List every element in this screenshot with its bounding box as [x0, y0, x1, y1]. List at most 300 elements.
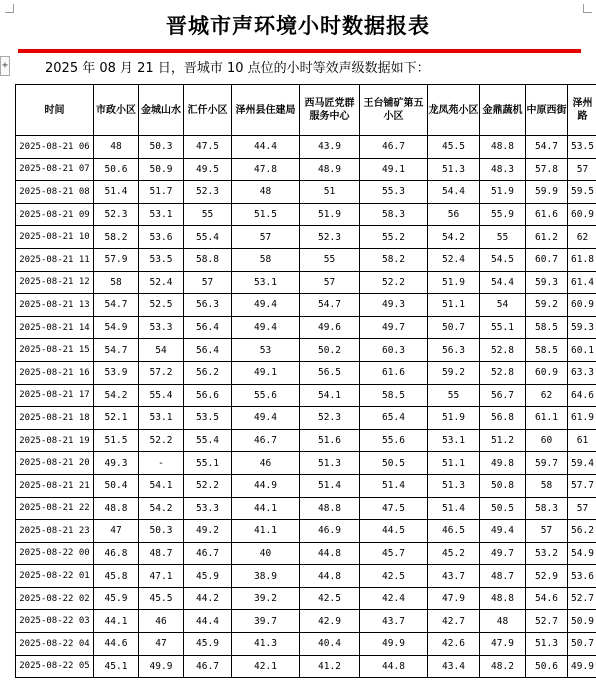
- time-cell: 2025-08-21 18: [16, 407, 94, 430]
- noise-value-cell: 55.3: [360, 181, 428, 204]
- noise-value-cell: 59.3: [526, 271, 568, 294]
- noise-value-cell: 51.9: [480, 181, 526, 204]
- noise-value-cell: 57.2: [139, 361, 184, 384]
- column-header-site: 西马匠党群服务中心: [300, 85, 360, 136]
- noise-value-cell: 53.1: [232, 271, 300, 294]
- noise-value-cell: 54.1: [139, 474, 184, 497]
- noise-value-cell: 47.5: [184, 136, 232, 159]
- noise-value-cell: 55.4: [184, 429, 232, 452]
- noise-value-cell: 50.2: [300, 339, 360, 362]
- time-cell: 2025-08-21 22: [16, 497, 94, 520]
- column-header-site: 金鼎蔬机: [480, 85, 526, 136]
- table-body: [16, 136, 596, 678]
- noise-value-cell: 53.2: [526, 542, 568, 565]
- time-cell: 2025-08-22 05: [16, 655, 94, 678]
- noise-value-cell: 60.1: [568, 339, 596, 362]
- noise-data-table: [15, 84, 596, 678]
- noise-value-cell: 45.9: [184, 565, 232, 588]
- noise-value-cell: 64.6: [568, 384, 596, 407]
- noise-value-cell: 54.4: [480, 271, 526, 294]
- noise-value-cell: 51.9: [428, 271, 480, 294]
- noise-value-cell: 43.9: [300, 136, 360, 159]
- column-header-site: 龙凤苑小区: [428, 85, 480, 136]
- noise-value-cell: 50.7: [568, 633, 596, 656]
- noise-value-cell: 62: [568, 226, 596, 249]
- noise-value-cell: 54.2: [139, 497, 184, 520]
- noise-value-cell: 42.6: [428, 633, 480, 656]
- noise-value-cell: 48: [480, 610, 526, 633]
- noise-value-cell: 59.9: [526, 181, 568, 204]
- noise-value-cell: 46.7: [184, 655, 232, 678]
- report-intro: 2025 年 08 月 21 日，晋城市 10 点位的小时等效声级数据如下：: [45, 61, 430, 76]
- noise-value-cell: 42.7: [428, 610, 480, 633]
- noise-value-cell: 42.5: [360, 565, 428, 588]
- noise-value-cell: 47.9: [428, 587, 480, 610]
- table-row: [16, 158, 596, 181]
- noise-value-cell: 53.3: [184, 497, 232, 520]
- noise-value-cell: 43.4: [428, 655, 480, 678]
- noise-value-cell: 41.3: [232, 633, 300, 656]
- noise-value-cell: 45.9: [94, 587, 139, 610]
- noise-value-cell: 47.9: [480, 633, 526, 656]
- noise-value-cell: 49.1: [360, 158, 428, 181]
- noise-value-cell: 42.4: [360, 587, 428, 610]
- noise-value-cell: 62: [526, 384, 568, 407]
- noise-value-cell: 49.9: [139, 655, 184, 678]
- noise-value-cell: 52.3: [300, 226, 360, 249]
- noise-value-cell: 46.9: [300, 520, 360, 543]
- noise-value-cell: 47.5: [360, 497, 428, 520]
- noise-value-cell: 51.9: [300, 203, 360, 226]
- noise-value-cell: 61.4: [568, 271, 596, 294]
- noise-value-cell: 65.4: [360, 407, 428, 430]
- noise-value-cell: 60.9: [568, 203, 596, 226]
- noise-value-cell: 54: [139, 339, 184, 362]
- time-cell: 2025-08-22 01: [16, 565, 94, 588]
- noise-value-cell: 53.5: [139, 248, 184, 271]
- table-row: [16, 384, 596, 407]
- noise-value-cell: 44.8: [300, 542, 360, 565]
- noise-value-cell: 57: [300, 271, 360, 294]
- noise-value-cell: 49.6: [300, 316, 360, 339]
- noise-value-cell: 52.2: [139, 429, 184, 452]
- noise-value-cell: 51.7: [139, 181, 184, 204]
- column-header-site: 市政小区: [94, 85, 139, 136]
- noise-value-cell: 53.5: [568, 136, 596, 159]
- noise-value-cell: 55.4: [184, 226, 232, 249]
- noise-value-cell: 44.4: [232, 136, 300, 159]
- noise-value-cell: 48: [232, 181, 300, 204]
- table-row: [16, 294, 596, 317]
- noise-value-cell: 58: [232, 248, 300, 271]
- noise-value-cell: 51.9: [428, 407, 480, 430]
- noise-value-cell: 54.7: [94, 294, 139, 317]
- time-cell: 2025-08-21 11: [16, 248, 94, 271]
- noise-value-cell: 56.8: [480, 407, 526, 430]
- noise-value-cell: 49.5: [184, 158, 232, 181]
- noise-value-cell: 52.8: [480, 361, 526, 384]
- time-cell: 2025-08-21 08: [16, 181, 94, 204]
- noise-value-cell: 48.7: [480, 565, 526, 588]
- noise-value-cell: 48.8: [300, 497, 360, 520]
- noise-value-cell: 52.3: [94, 203, 139, 226]
- noise-value-cell: 53.1: [428, 429, 480, 452]
- noise-value-cell: 50.3: [139, 520, 184, 543]
- table-row: [16, 452, 596, 475]
- noise-value-cell: 58.3: [526, 497, 568, 520]
- noise-value-cell: 44.5: [360, 520, 428, 543]
- noise-value-cell: 55.1: [480, 316, 526, 339]
- table-row: [16, 655, 596, 678]
- noise-value-cell: 52.4: [428, 248, 480, 271]
- noise-value-cell: 52.7: [568, 587, 596, 610]
- noise-value-cell: 46.8: [94, 542, 139, 565]
- noise-value-cell: 56.2: [568, 520, 596, 543]
- noise-value-cell: 59.4: [568, 452, 596, 475]
- noise-value-cell: 56.2: [184, 361, 232, 384]
- noise-value-cell: 44.8: [360, 655, 428, 678]
- noise-value-cell: 50.9: [568, 610, 596, 633]
- noise-value-cell: 41.2: [300, 655, 360, 678]
- noise-value-cell: 46.7: [184, 542, 232, 565]
- noise-value-cell: 52.3: [184, 181, 232, 204]
- noise-value-cell: 49.4: [232, 316, 300, 339]
- noise-value-cell: 44.8: [300, 565, 360, 588]
- noise-value-cell: 56.6: [184, 384, 232, 407]
- noise-value-cell: 49.4: [480, 520, 526, 543]
- noise-value-cell: 53.3: [139, 316, 184, 339]
- table-row: [16, 361, 596, 384]
- time-cell: 2025-08-21 19: [16, 429, 94, 452]
- noise-value-cell: 57: [232, 226, 300, 249]
- noise-value-cell: 55.6: [360, 429, 428, 452]
- noise-value-cell: 55: [184, 203, 232, 226]
- noise-value-cell: 46.7: [360, 136, 428, 159]
- noise-value-cell: 60.3: [360, 339, 428, 362]
- table-row: [16, 181, 596, 204]
- noise-value-cell: 57: [568, 158, 596, 181]
- noise-value-cell: 44.6: [94, 633, 139, 656]
- noise-value-cell: 48.9: [300, 158, 360, 181]
- noise-value-cell: 58.5: [526, 316, 568, 339]
- time-cell: 2025-08-22 03: [16, 610, 94, 633]
- noise-value-cell: 49.7: [480, 542, 526, 565]
- noise-value-cell: 54.7: [526, 136, 568, 159]
- noise-value-cell: 55: [480, 226, 526, 249]
- noise-value-cell: 61.6: [526, 203, 568, 226]
- time-cell: 2025-08-21 10: [16, 226, 94, 249]
- column-header-time: 时间: [16, 85, 94, 136]
- noise-value-cell: 41.1: [232, 520, 300, 543]
- noise-value-cell: 57.8: [526, 158, 568, 181]
- noise-value-cell: 52.8: [480, 339, 526, 362]
- noise-value-cell: 44.1: [94, 610, 139, 633]
- noise-value-cell: 58.5: [360, 384, 428, 407]
- noise-value-cell: 61.2: [526, 226, 568, 249]
- column-header-site: 金城山水: [139, 85, 184, 136]
- time-cell: 2025-08-21 17: [16, 384, 94, 407]
- noise-value-cell: 56: [428, 203, 480, 226]
- time-cell: 2025-08-21 06: [16, 136, 94, 159]
- noise-value-cell: 58.2: [360, 248, 428, 271]
- noise-value-cell: 51.4: [428, 497, 480, 520]
- noise-value-cell: 57: [184, 271, 232, 294]
- noise-value-cell: 56.4: [184, 316, 232, 339]
- noise-value-cell: 49.4: [232, 294, 300, 317]
- title-underline: [18, 49, 581, 53]
- table-row: [16, 271, 596, 294]
- column-header-site: 泽州路: [568, 85, 596, 136]
- noise-value-cell: 59.7: [526, 452, 568, 475]
- noise-value-cell: 60: [526, 429, 568, 452]
- table-row: [16, 429, 596, 452]
- noise-value-cell: 54.7: [300, 294, 360, 317]
- noise-value-cell: 40.4: [300, 633, 360, 656]
- noise-value-cell: 45.7: [360, 542, 428, 565]
- time-cell: 2025-08-22 02: [16, 587, 94, 610]
- noise-value-cell: 52.4: [139, 271, 184, 294]
- noise-value-cell: 54.5: [480, 248, 526, 271]
- noise-value-cell: 59.2: [526, 294, 568, 317]
- table-row: [16, 248, 596, 271]
- table-row: [16, 136, 596, 159]
- noise-value-cell: 55.2: [360, 226, 428, 249]
- noise-value-cell: 48.8: [94, 497, 139, 520]
- time-cell: 2025-08-22 00: [16, 542, 94, 565]
- noise-value-cell: 51.1: [428, 452, 480, 475]
- noise-value-cell: 56.3: [428, 339, 480, 362]
- noise-value-cell: 53.1: [139, 203, 184, 226]
- noise-value-cell: 48.8: [480, 587, 526, 610]
- noise-value-cell: 51.6: [300, 429, 360, 452]
- noise-value-cell: 44.4: [184, 610, 232, 633]
- noise-value-cell: 45.2: [428, 542, 480, 565]
- noise-value-cell: 56.3: [184, 294, 232, 317]
- noise-value-cell: 53.6: [139, 226, 184, 249]
- noise-value-cell: 56.7: [480, 384, 526, 407]
- noise-value-cell: 53.6: [568, 565, 596, 588]
- noise-value-cell: 47: [139, 633, 184, 656]
- time-cell: 2025-08-21 16: [16, 361, 94, 384]
- table-row: [16, 316, 596, 339]
- noise-value-cell: 51.4: [300, 474, 360, 497]
- noise-value-cell: 54.4: [428, 181, 480, 204]
- noise-value-cell: 50.8: [480, 474, 526, 497]
- table-row: [16, 226, 596, 249]
- table-header-row: [16, 85, 596, 136]
- noise-value-cell: 61.9: [568, 407, 596, 430]
- noise-value-cell: 46: [139, 610, 184, 633]
- noise-value-cell: 57.9: [94, 248, 139, 271]
- noise-value-cell: 39.2: [232, 587, 300, 610]
- table-row: [16, 565, 596, 588]
- time-cell: 2025-08-21 14: [16, 316, 94, 339]
- time-cell: 2025-08-21 13: [16, 294, 94, 317]
- noise-value-cell: 49.3: [94, 452, 139, 475]
- noise-value-cell: 46: [232, 452, 300, 475]
- noise-value-cell: 59.2: [428, 361, 480, 384]
- noise-value-cell: 49.3: [360, 294, 428, 317]
- noise-value-cell: 60.9: [568, 294, 596, 317]
- noise-value-cell: 46.5: [428, 520, 480, 543]
- noise-value-cell: 44.2: [184, 587, 232, 610]
- time-cell: 2025-08-21 09: [16, 203, 94, 226]
- noise-value-cell: 55.4: [139, 384, 184, 407]
- table-row: [16, 610, 596, 633]
- noise-value-cell: 54.6: [526, 587, 568, 610]
- noise-value-cell: 58.2: [94, 226, 139, 249]
- noise-value-cell: 54.9: [94, 316, 139, 339]
- noise-value-cell: 50.5: [480, 497, 526, 520]
- table-row: [16, 474, 596, 497]
- noise-value-cell: 48: [94, 136, 139, 159]
- noise-value-cell: 48.7: [139, 542, 184, 565]
- noise-value-cell: 51: [300, 181, 360, 204]
- time-cell: 2025-08-21 23: [16, 520, 94, 543]
- table-row: [16, 407, 596, 430]
- noise-value-cell: 54.9: [568, 542, 596, 565]
- noise-value-cell: 51.3: [526, 633, 568, 656]
- noise-value-cell: 49.8: [480, 452, 526, 475]
- table-row: [16, 587, 596, 610]
- noise-value-cell: 42.5: [300, 587, 360, 610]
- noise-value-cell: 51.3: [428, 474, 480, 497]
- noise-value-cell: 61.8: [568, 248, 596, 271]
- noise-value-cell: 61.6: [360, 361, 428, 384]
- table-row: [16, 542, 596, 565]
- noise-value-cell: 43.7: [360, 610, 428, 633]
- noise-value-cell: 46.7: [232, 429, 300, 452]
- noise-value-cell: 51.5: [94, 429, 139, 452]
- noise-value-cell: 58.8: [184, 248, 232, 271]
- noise-value-cell: 54: [480, 294, 526, 317]
- noise-value-cell: 49.2: [184, 520, 232, 543]
- noise-value-cell: 56.5: [300, 361, 360, 384]
- report-title: 晋城市声环境小时数据报表: [166, 13, 430, 38]
- noise-value-cell: 54.2: [428, 226, 480, 249]
- noise-value-cell: 51.2: [480, 429, 526, 452]
- noise-value-cell: 52.1: [94, 407, 139, 430]
- noise-value-cell: 39.7: [232, 610, 300, 633]
- noise-value-cell: 51.1: [428, 294, 480, 317]
- time-cell: 2025-08-21 20: [16, 452, 94, 475]
- noise-value-cell: 59.5: [568, 181, 596, 204]
- noise-value-cell: 47.1: [139, 565, 184, 588]
- noise-value-cell: 47: [94, 520, 139, 543]
- table-row: [16, 497, 596, 520]
- noise-value-cell: 57.7: [568, 474, 596, 497]
- noise-value-cell: 58: [94, 271, 139, 294]
- noise-value-cell: 54.7: [94, 339, 139, 362]
- noise-value-cell: 55: [300, 248, 360, 271]
- noise-value-cell: 50.6: [526, 655, 568, 678]
- noise-value-cell: 45.8: [94, 565, 139, 588]
- column-header-site: 王台铺矿第五小区: [360, 85, 428, 136]
- noise-value-cell: 50.7: [428, 316, 480, 339]
- column-header-site: 泽州县住建局: [232, 85, 300, 136]
- noise-value-cell: 51.3: [428, 158, 480, 181]
- noise-value-cell: 60.9: [526, 361, 568, 384]
- time-cell: 2025-08-21 12: [16, 271, 94, 294]
- noise-value-cell: 55.1: [184, 452, 232, 475]
- noise-value-cell: 49.1: [232, 361, 300, 384]
- noise-value-cell: 38.9: [232, 565, 300, 588]
- noise-value-cell: 49.9: [360, 633, 428, 656]
- noise-value-cell: 44.9: [232, 474, 300, 497]
- noise-value-cell: 48.2: [480, 655, 526, 678]
- noise-value-cell: 48.8: [480, 136, 526, 159]
- table-move-handle-icon[interactable]: +: [0, 56, 10, 76]
- noise-value-cell: 63.3: [568, 361, 596, 384]
- noise-value-cell: 53.5: [184, 407, 232, 430]
- noise-value-cell: 51.3: [300, 452, 360, 475]
- column-header-site: 中原西街: [526, 85, 568, 136]
- noise-value-cell: -: [139, 452, 184, 475]
- table-row: [16, 633, 596, 656]
- noise-value-cell: 53.9: [94, 361, 139, 384]
- noise-value-cell: 52.2: [360, 271, 428, 294]
- noise-value-cell: 45.5: [139, 587, 184, 610]
- noise-value-cell: 52.9: [526, 565, 568, 588]
- noise-value-cell: 52.5: [139, 294, 184, 317]
- time-cell: 2025-08-22 04: [16, 633, 94, 656]
- noise-value-cell: 55.6: [232, 384, 300, 407]
- noise-value-cell: 58.5: [526, 339, 568, 362]
- noise-value-cell: 47.8: [232, 158, 300, 181]
- noise-value-cell: 58: [526, 474, 568, 497]
- noise-value-cell: 51.4: [94, 181, 139, 204]
- time-cell: 2025-08-21 21: [16, 474, 94, 497]
- noise-value-cell: 43.7: [428, 565, 480, 588]
- noise-value-cell: 45.9: [184, 633, 232, 656]
- noise-value-cell: 50.4: [94, 474, 139, 497]
- noise-value-cell: 60.7: [526, 248, 568, 271]
- noise-value-cell: 54.1: [300, 384, 360, 407]
- noise-value-cell: 55.9: [480, 203, 526, 226]
- noise-value-cell: 49.4: [232, 407, 300, 430]
- column-header-site: 汇仟小区: [184, 85, 232, 136]
- noise-value-cell: 42.9: [300, 610, 360, 633]
- noise-value-cell: 51.5: [232, 203, 300, 226]
- table-row: [16, 520, 596, 543]
- noise-value-cell: 53: [232, 339, 300, 362]
- time-cell: 2025-08-21 15: [16, 339, 94, 362]
- noise-value-cell: 48.3: [480, 158, 526, 181]
- noise-value-cell: 51.4: [360, 474, 428, 497]
- noise-value-cell: 40: [232, 542, 300, 565]
- noise-value-cell: 45.1: [94, 655, 139, 678]
- noise-value-cell: 42.1: [232, 655, 300, 678]
- noise-value-cell: 54.2: [94, 384, 139, 407]
- noise-value-cell: 44.1: [232, 497, 300, 520]
- noise-value-cell: 61.1: [526, 407, 568, 430]
- noise-value-cell: 53.1: [139, 407, 184, 430]
- noise-value-cell: 45.5: [428, 136, 480, 159]
- noise-value-cell: 59.3: [568, 316, 596, 339]
- time-cell: 2025-08-21 07: [16, 158, 94, 181]
- table-row: [16, 339, 596, 362]
- noise-value-cell: 61: [568, 429, 596, 452]
- noise-value-cell: 52.3: [300, 407, 360, 430]
- noise-value-cell: 52.7: [526, 610, 568, 633]
- table-row: [16, 203, 596, 226]
- noise-value-cell: 49.7: [360, 316, 428, 339]
- noise-value-cell: 50.5: [360, 452, 428, 475]
- noise-value-cell: 57: [568, 497, 596, 520]
- noise-value-cell: 50.9: [139, 158, 184, 181]
- noise-value-cell: 49.9: [568, 655, 596, 678]
- noise-value-cell: 50.6: [94, 158, 139, 181]
